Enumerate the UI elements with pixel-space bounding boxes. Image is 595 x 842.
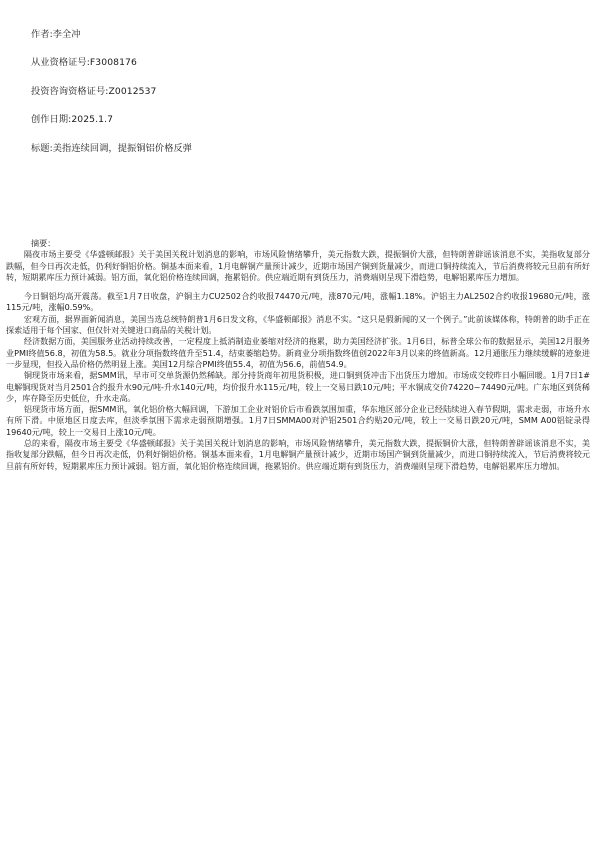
headline-line: 标题:美指连续回调，提振铜铝价格反弹 [31, 143, 193, 154]
market-close-paragraph: 今日铜铝均高开震荡。截至1月7日收盘，沪铜主力CU2502合约收报74470元/吨，涨870元/吨，涨幅1.18%。沪铝主力AL2502合约收报19680元/吨，涨115元/吨，涨幅0.59%。 [6, 291, 590, 313]
article-body [6, 238, 590, 472]
copper-spot-paragraph: 铜现货市场来看，据SMM讯，早市可交单货源仍然稀缺。部分持货商年初甩货积极，进口铜到货冲击下出货压力增加。市场成交较昨日小幅回暖。1月7日1#电解铜现货对当月2501合约报升水90元/吨-升水140元/吨，均价报升水115元/吨，较上一交易日跌10元/吨；平水铜成交价74220~74490元/吨。广东地区到货稀少，库存降至历史低位，升水走高。 [6, 370, 590, 403]
summary-paragraph: 隔夜市场主要受《华盛顿邮报》关于美国关税计划消息的影响，市场风险情绪攀升，美元指数大跌，提振铜价大涨，但特朗普辟谣该消息不实，美指收复部分跌幅，但今日再次走低，仍利好铜铝价格。铜基本面来看，1月电解铜产量预计减少，近期市场国产铜到货量减少，而进口铜持续流入，节后消费将较元旦前有所好转，短期累库压力预计减弱。铝方面，氧化铝价格连续回调，拖累铝价。供应端近期有到货压力，消费端则呈现下滑趋势，电解铝累库压力增加。 [6, 249, 590, 282]
qualification-cert-line: 从业资格证号:F3008176 [31, 57, 137, 68]
macro-paragraph: 宏观方面，据界面新闻消息，美国当选总统特朗普1月6日发文称，《华盛顿邮报》消息不实。“这只是假新闻的又一个例子。”此前该媒体称，特朗普的助手正在探索适用于每个国家、但仅针对关键进口商品的关税计划。 [6, 313, 590, 336]
author-line: 作者:李全冲 [31, 29, 81, 40]
summary-label: 摘要： [31, 238, 56, 248]
economic-data-paragraph: 经济数据方面，美国服务业活动持续改善，一定程度上抵消制造业萎缩对经济的拖累，助力美国经济扩张。1月6日，标普全球公布的数据显示，美国12月服务业PMI终值56.8，初值为58.5。就业分项指数终值升至51.4，结束萎缩趋势。新商业分项指数终值创2022年3月以来的终值新高。12月通胀压力继续缓解的迹象进一步显现，但投入品价格仍然明显上涨。美国12月综合PMI终值55.4，初值为56.6，前值54.9。 [6, 336, 590, 369]
paragraph-gap [6, 283, 590, 291]
conclusion-paragraph: 总的来看，隔夜市场主要受《华盛顿邮报》关于美国关税计划消息的影响，市场风险情绪攀升，美元指数大跌，提振铜价大涨，但特朗普辟谣该消息不实，美指收复部分跌幅，但今日再次走低，仍利好铜铝价格。铜基本面来看，1月电解铜产量预计减少，近期市场国产铜到货量减少，而进口铜持续流入，节后消费将较元旦前有所好转，短期累库压力预计减弱。铝方面，氧化铝价格连续回调，拖累铝价。供应端近期有到货压力，消费端则呈现下滑趋势，电解铝累库压力增加。 [6, 438, 590, 471]
advisory-cert-line: 投资咨询资格证号:Z0012537 [31, 86, 157, 97]
aluminum-spot-paragraph: 铝现货市场方面，据SMM讯，氧化铝价格大幅回调，下游加工企业对铝价后市看跌氛围加重，华东地区部分企业已经陆续进入春节假期，需求走弱，市场升水有所下滑。中原地区日度去库，但淡季氛围下需求走弱预期增强。1月7日SMMA00对沪铝2501合约贴20元/吨，较上一交易日跌20元/吨，SMM A00铝锭录得19640元/吨，较上一交易日上涨10元/吨。 [6, 404, 590, 437]
date-line: 创作日期:2025.1.7 [31, 114, 114, 125]
